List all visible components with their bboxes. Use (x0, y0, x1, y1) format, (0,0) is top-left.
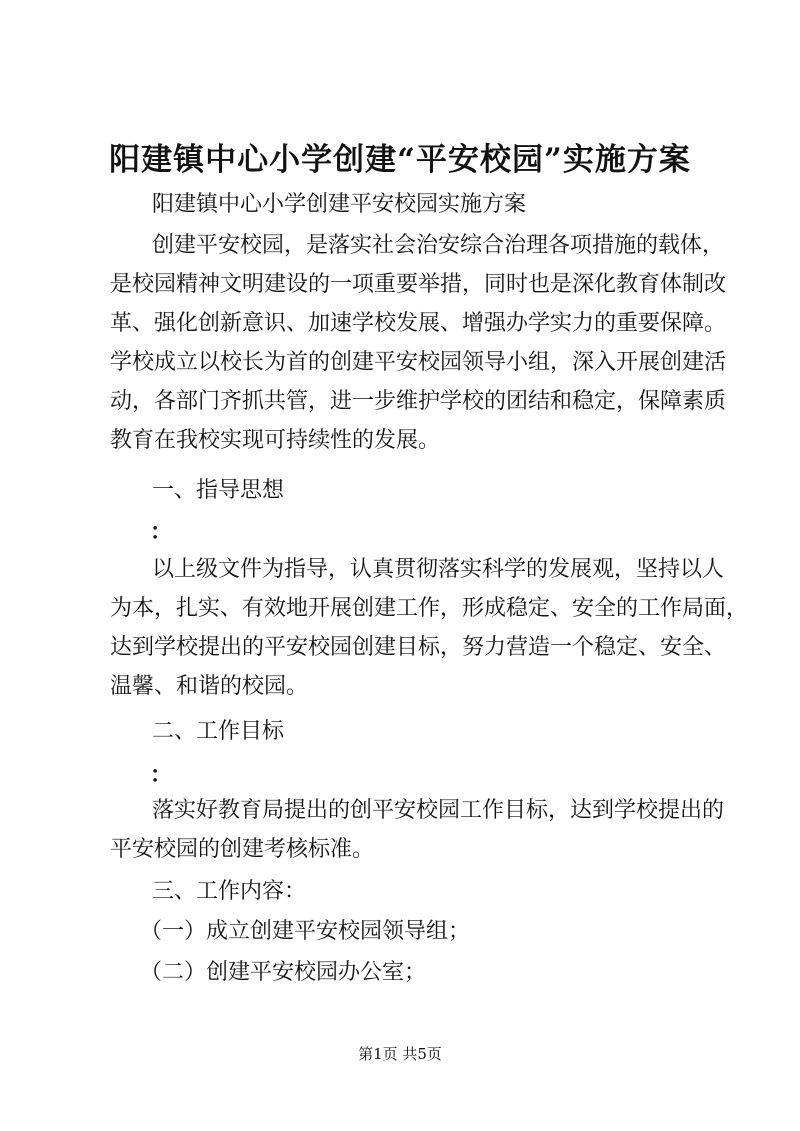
intro-line: 创建平安校园，是落实社会治安综合治理各项措施的载体， (152, 233, 725, 258)
content-list-item: （二）创建平安校园办公室； (140, 960, 427, 985)
intro-line: 教育在我校实现可持续性的发展。 (110, 428, 441, 453)
section-heading-guiding-ideology: 一、指导思想 (152, 478, 285, 503)
section1-line: 温馨、和谐的校园。 (110, 674, 309, 699)
page-number-footer: 第1页 共5页 (358, 1045, 442, 1063)
section1-line: 达到学校提出的平安校园创建目标，努力营造一个稳定、安全、 (110, 635, 727, 660)
intro-line: 学校成立以校长为首的创建平安校园领导小组，深入开展创建活 (110, 350, 727, 375)
section-heading-work-content: 三、工作内容： (152, 879, 307, 904)
intro-line: 是校园精神文明建设的一项重要举措，同时也是深化教育体制改 (110, 272, 727, 297)
section2-line: 平安校园的创建考核标准。 (110, 837, 375, 862)
section-heading-work-goals: 二、工作目标 (152, 719, 285, 744)
section1-line: 以上级文件为指导，认真贯彻落实科学的发展观，坚持以人 (152, 557, 725, 582)
section-colon: ： (150, 762, 173, 788)
document-subtitle: 阳建镇中心小学创建平安校园实施方案 (152, 192, 527, 217)
intro-line: 革、强化创新意识、加速学校发展、增强办学实力的重要保障。 (110, 311, 727, 336)
intro-line: 动，各部门齐抓共管，进一步维护学校的团结和稳定，保障素质 (110, 389, 727, 414)
section-colon: ： (150, 519, 173, 545)
section1-line: 为本，扎实、有效地开展创建工作，形成稳定、安全的工作局面， (110, 596, 749, 621)
section2-line: 落实好教育局提出的创平安校园工作目标，达到学校提出的 (152, 798, 725, 823)
document-title: 阳建镇中心小学创建“平安校园”实施方案 (109, 142, 691, 178)
content-list-item: （一）成立创建平安校园领导组； (140, 919, 471, 944)
